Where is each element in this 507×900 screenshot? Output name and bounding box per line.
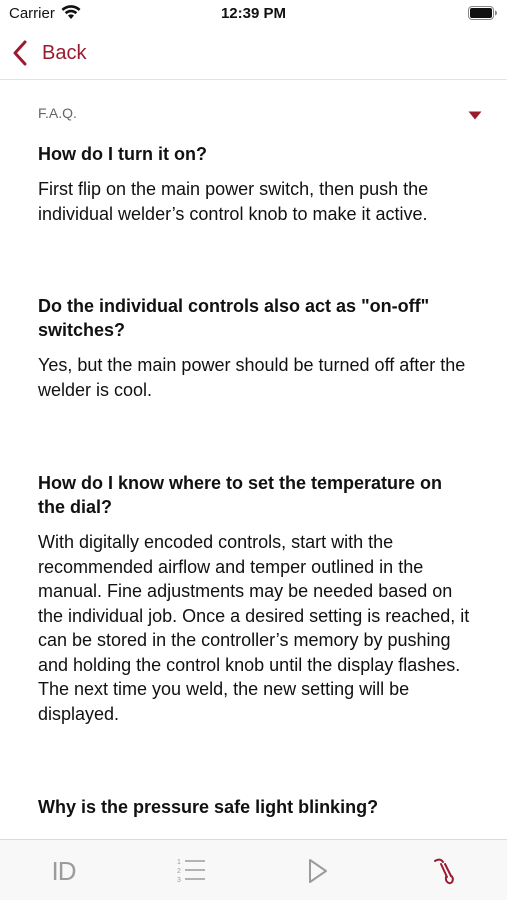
back-label: Back — [42, 41, 87, 64]
svg-text:1: 1 — [176, 859, 181, 866]
svg-text:3: 3 — [176, 877, 181, 884]
faq-answer: With digitally encoded controls, start with the recommended airflow and temper outlined in the manual. Fine adjustments may be needed based on the individual job. Once a desired setting is reached, it can be stored in the controller’s memory by pushing and holding the control knob until the display flashes. The next time you weld, the new setting will be displayed. — [38, 532, 470, 724]
tab-list[interactable] — [127, 840, 254, 900]
faq-answer: Yes, but the main power should be turned off after the welder is cool. — [38, 355, 466, 400]
id-icon: ID — [51, 856, 76, 886]
tab-bar — [0, 839, 507, 900]
tab-play[interactable] — [254, 840, 381, 900]
faq-question: Do the individual controls also act as "on-off" switches? — [38, 296, 430, 340]
section-title: F.A.Q. — [38, 105, 77, 121]
chevron-left-icon — [12, 40, 28, 66]
faq-item — [38, 795, 470, 830]
faq-item — [38, 294, 470, 402]
svg-text:2: 2 — [176, 868, 181, 875]
caret-down-icon[interactable] — [468, 111, 482, 120]
faq-content[interactable] — [0, 81, 507, 839]
back-button[interactable] — [12, 38, 86, 68]
numbered-list-icon — [176, 857, 206, 885]
carrier-label: Carrier — [9, 5, 55, 22]
faq-item — [38, 471, 470, 726]
faq-question: Why is the pressure safe light blinking? — [38, 797, 379, 817]
status-bar — [0, 0, 507, 28]
faq-question: How do I turn it on? — [38, 144, 207, 164]
faq-item — [38, 142, 470, 226]
play-icon — [307, 857, 329, 885]
tab-welder[interactable] — [381, 840, 507, 900]
navigation-bar — [0, 28, 507, 80]
faq-answer: First flip on the main power switch, then push the individual welder’s control knob to make it active. — [38, 179, 429, 224]
tab-id[interactable] — [0, 840, 127, 900]
battery-icon — [468, 6, 498, 20]
status-time: 12:39 PM — [220, 5, 287, 22]
welder-tool-icon — [432, 857, 458, 887]
faq-question: How do I know where to set the temperature on the dial? — [38, 473, 443, 517]
